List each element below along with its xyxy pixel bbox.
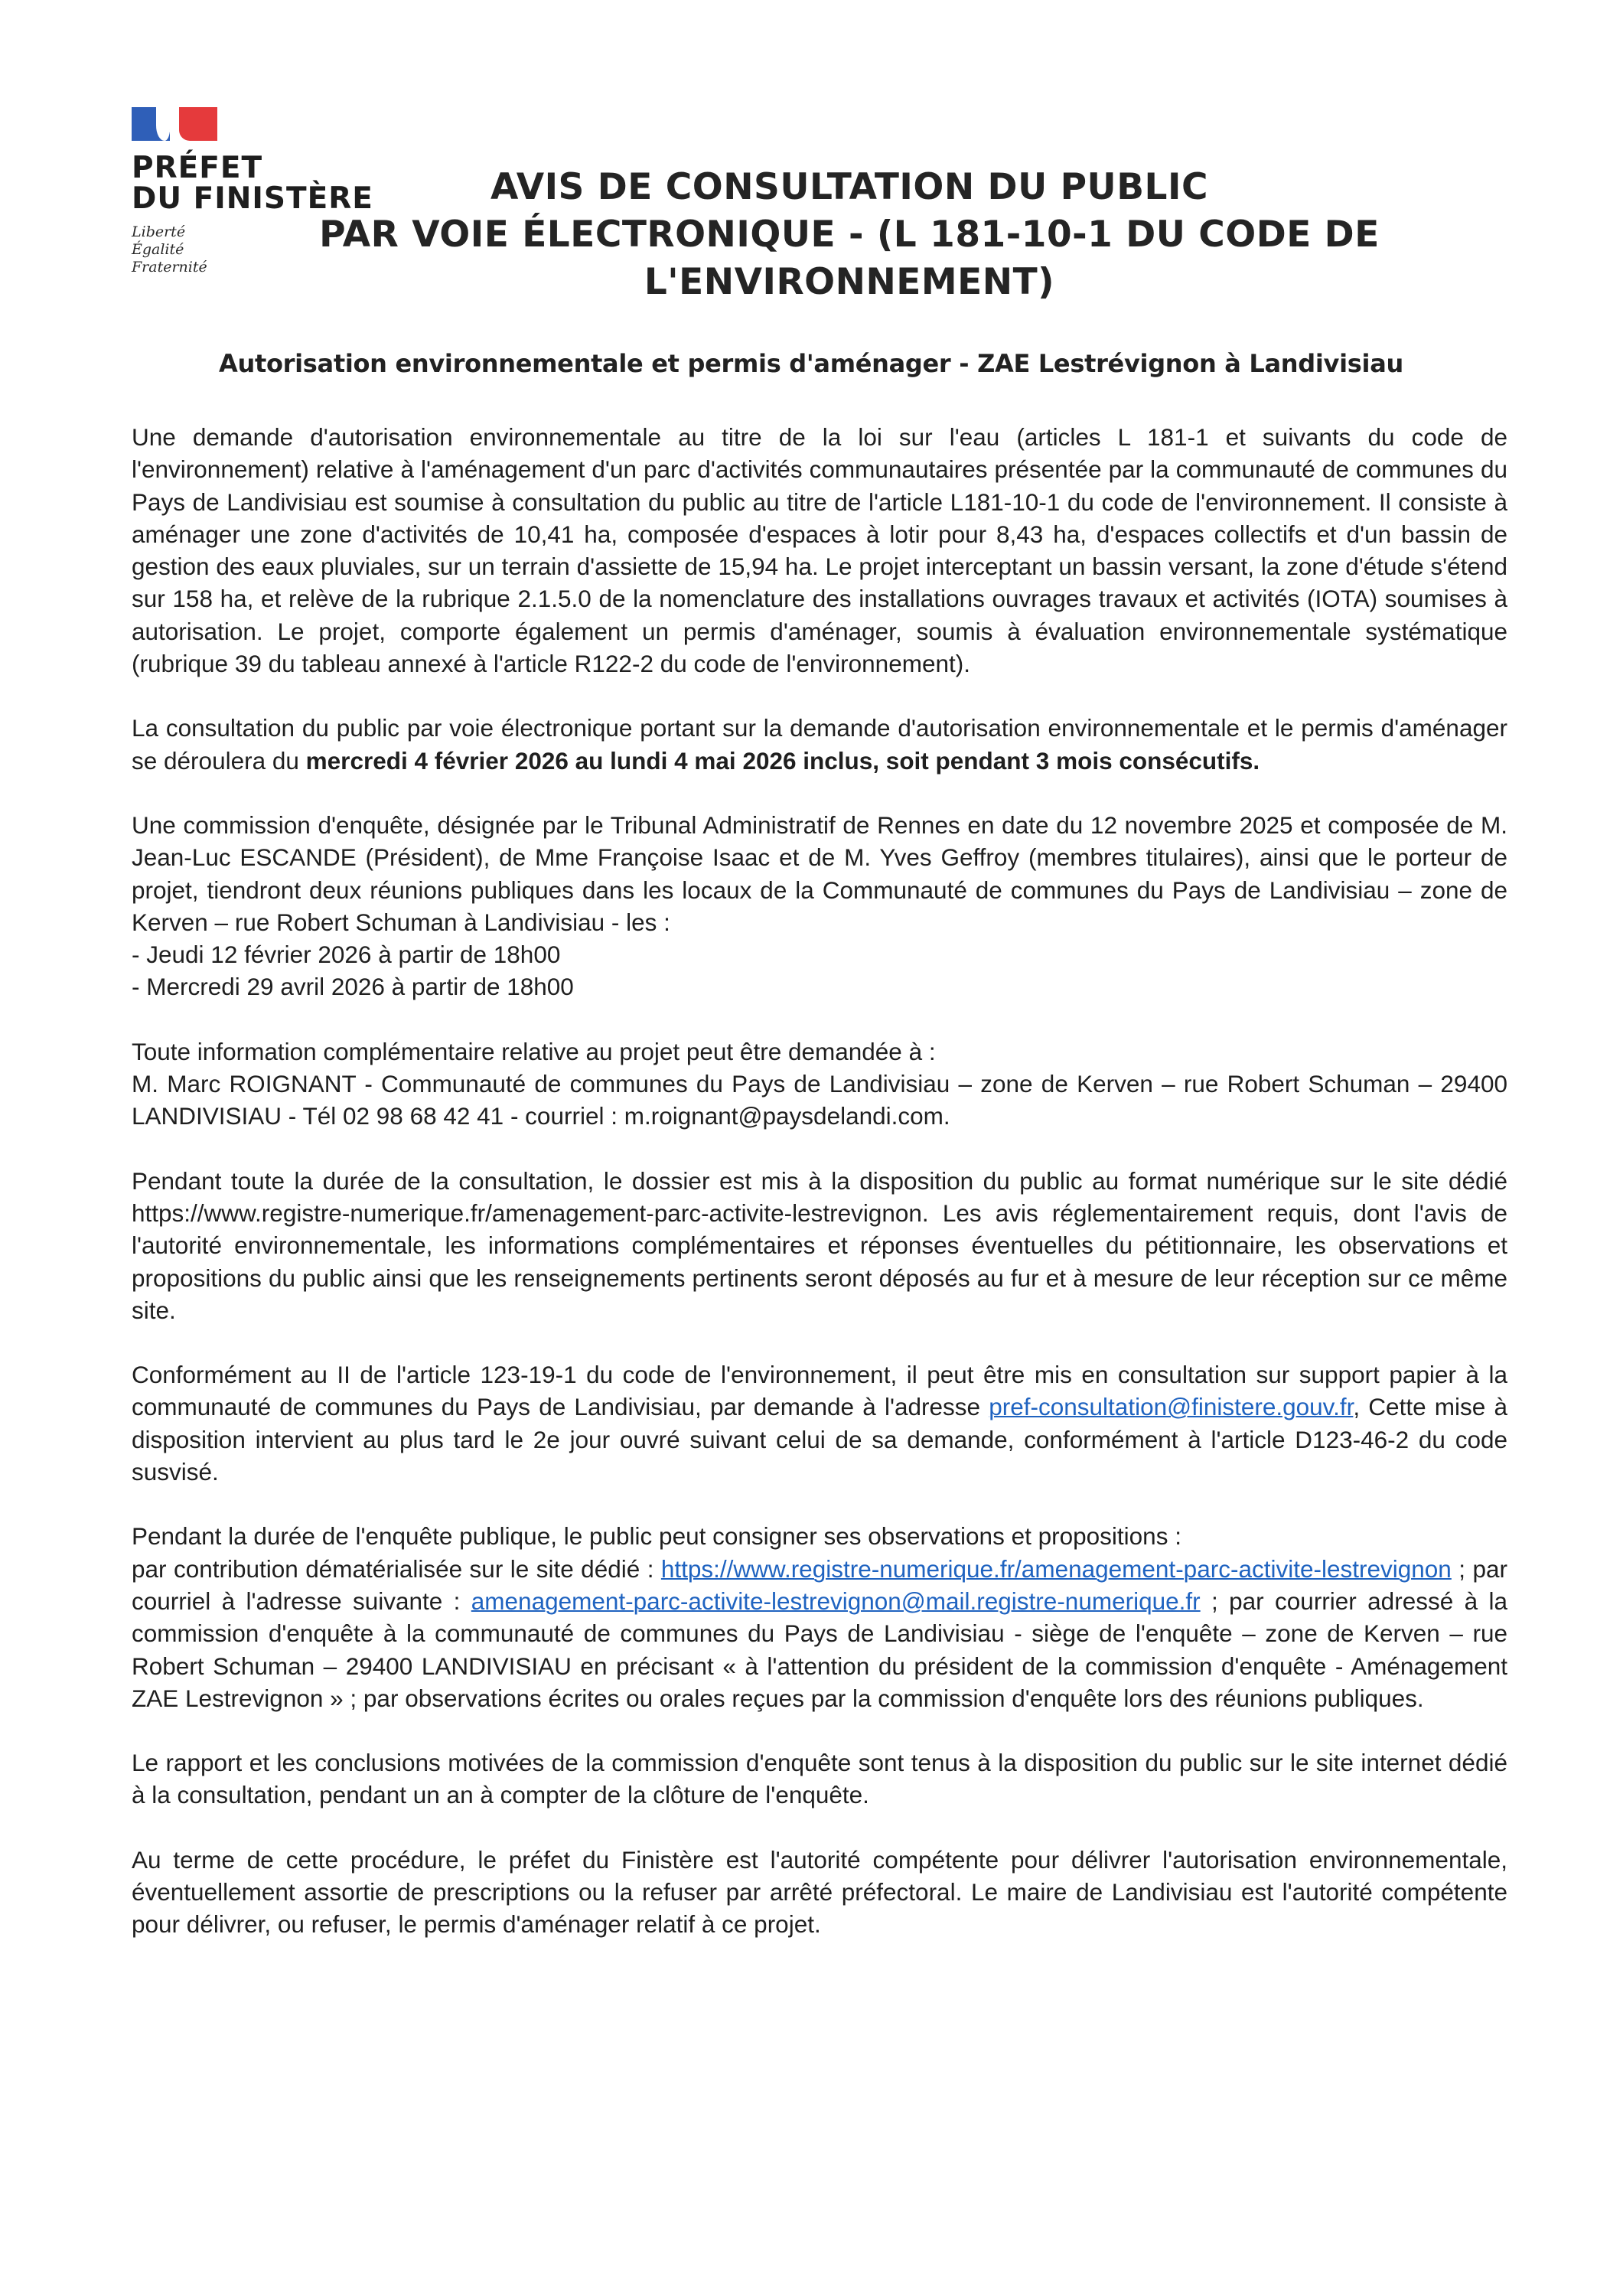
title-line1: AVIS DE CONSULTATION DU PUBLIC xyxy=(490,166,1208,208)
page-title xyxy=(260,164,1439,306)
notice-body xyxy=(132,421,1507,1973)
paragraph-contact-intro: Toute information complémentaire relative au projet peut être demandée à : xyxy=(132,1037,936,1065)
meeting-item: - Mercredi 29 avril 2026 à partir de 18h00 xyxy=(132,970,1507,1003)
observations-email-text: ; par courriel à l'adresse suivante : xyxy=(132,1554,1507,1615)
paragraph-observations-methods xyxy=(132,1553,1507,1714)
subtitle: Autorisation environnementale et permis d'aménager - ZAE Lestrévignon à Landivisiau xyxy=(219,349,1403,378)
public-meetings-list xyxy=(132,938,1507,1003)
observations-mail-text: ; par courrier adressé à la commission d'enquête à la communauté de communes du Pays de Landivisiau - siège de l'enquête – zone de Kerven – rue Robert Schuman – 29400 LANDIVISIAU en précisant « à l'attention du président de la commission d'enquête - Aménagement ZAE Lestrevignon » ; par observations écrites ou orales reçues par la commission d'enquête lors des réunions publiques. xyxy=(132,1587,1507,1712)
paragraph-project-description: Une demande d'autorisation environnementale au titre de la loi sur l'eau (articles L 181-1 et suivants du code de l'environnement) relative à l'aménagement d'un parc d'activités communautaires présentée par la communauté de communes du Pays de Landivisiau est soumise à consultation du public au titre de l'article L181-10-1 du code de l'environnement. Il consiste à aménager une zone d'activités de 10,41 ha, composée d'espaces à lotir pour 8,43 ha, d'espaces collectifs et d'un bassin de gestion des eaux pluviales, sur un terrain d'assiette de 15,94 ha. Le projet interceptant un bassin versant, la zone d'étude s'étend sur 158 ha, et relève de la rubrique 2.1.5.0 de la nomenclature des installations ouvrages travaux et activités (IOTA) soumises à autorisation. Le projet, comporte également un permis d'aménager, soumis à évaluation environnementale systématique (rubrique 39 du tableau annexé à l'article R122-2 du code de l'environnement). xyxy=(132,423,1507,678)
prefecture-line2: DU FINISTÈRE xyxy=(132,181,373,216)
registre-site-link[interactable]: https://www.registre-numerique.fr/amenagement-parc-activite-lestrevignon xyxy=(660,1554,1452,1583)
paper-consultation-text-end: , Cette mise à disposition intervient au plus tard le 2e jour ouvré suivant celui de sa demande, conformément à l'article D123-46-2 du code susvisé. xyxy=(132,1393,1507,1486)
title-line2: PAR VOIE ÉLECTRONIQUE - (L 181-10-1 DU CODE DE xyxy=(319,214,1380,256)
consultation-dates-period: mercredi 4 février 2026 au lundi 4 mai 2026 inclus, soit pendant 3 mois consécutifs. xyxy=(305,746,1260,775)
consultation-dates-intro: La consultation du public par voie électronique portant sur la demande d'autorisation environnementale et le permis d'aménager se déroulera du xyxy=(132,714,1507,775)
marianne-logo-icon xyxy=(132,107,217,141)
meeting-item: - Jeudi 12 février 2026 à partir de 18h00 xyxy=(132,938,1507,970)
paragraph-competent-authority: Au terme de cette procédure, le préfet du Finistère est l'autorité compétente pour délivrer l'autorisation environnementale, éventuellement assortie de prescriptions ou la refuser par arrêté préfectoral. Le maire de Landivisiau est l'autorité compétente pour délivrer, ou refuser, le permis d'aménager relatif à ce projet. xyxy=(132,1845,1507,1939)
registre-email-link[interactable]: amenagement-parc-activite-lestrevignon@mail.registre-numerique.fr xyxy=(471,1587,1201,1615)
paragraph-commission: Une commission d'enquête, désignée par le Tribunal Administratif de Rennes en date du 12 novembre 2025 et composée de M. Jean-Luc ESCANDE (Président), de Mme Françoise Isaac et de M. Yves Geffroy (membres titulaires), ainsi que le porteur de projet, tiendront deux réunions publiques dans les locaux de la Communauté de communes du Pays de Landivisiau – zone de Kerven – rue Robert Schuman à Landivisiau - les : xyxy=(132,810,1507,936)
paragraph-observations-intro: Pendant la durée de l'enquête publique, le public peut consigner ses observations et propositions : xyxy=(132,1522,1181,1551)
paper-consultation-text: Conformément au II de l'article 123-19-1 du code de l'environnement, il peut être mis en consultation sur support papier à la communauté de communes du Pays de Landivisiau, par demande à l'adresse xyxy=(132,1361,1507,1421)
title-line3: L'ENVIRONNEMENT) xyxy=(644,261,1055,303)
paragraph-paper-consultation xyxy=(132,1358,1507,1488)
prefecture-line1: PRÉFET xyxy=(132,151,263,185)
paragraph-report: Le rapport et les conclusions motivées de la commission d'enquête sont tenus à la disposition du public sur le site internet dédié à la consultation, pendant un an à compter de la clôture de l'enquête. xyxy=(132,1749,1507,1809)
paragraph-consultation-dates xyxy=(132,712,1507,777)
motto-liberte: Liberté xyxy=(132,223,186,240)
paragraph-dossier-availability: Pendant toute la durée de la consultation, le dossier est mis à la disposition du public au format numérique sur le site dédié https://www.registre-numerique.fr/amenagement-parc-activite-lestrevignon. Les avis réglementairement requis, dont l'avis de l'autorité environnementale, les informations complémentaires et réponses éventuelles du pétitionnaire, les observations et propositions du public ainsi que les renseignements pertinents seront déposés au fur et à mesure de leur réception sur ce même site. xyxy=(132,1166,1507,1324)
observations-web-text: par contribution dématérialisée sur le site dédié : xyxy=(132,1554,661,1583)
pref-consultation-email-link[interactable]: pref-consultation@finistere.gouv.fr xyxy=(989,1393,1354,1421)
motto-egalite: Égalité xyxy=(132,241,184,258)
motto-fraternite: Fraternité xyxy=(132,259,207,276)
paragraph-contact-details: M. Marc ROIGNANT - Communauté de communes du Pays de Landivisiau – zone de Kerven – rue Robert Schuman – 29400 LANDIVISIAU - Tél 02 98 68 42 41 - courriel : m.roignant@paysdelandi.com. xyxy=(132,1070,1507,1130)
